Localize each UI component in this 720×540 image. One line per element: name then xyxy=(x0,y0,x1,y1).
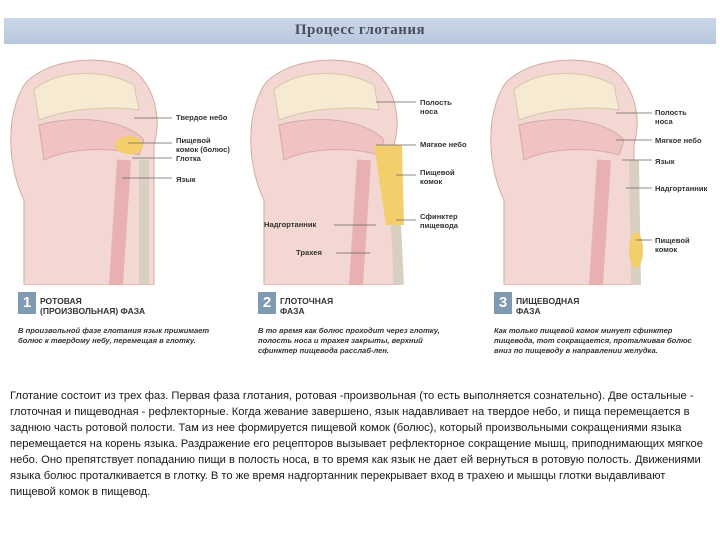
label-bolus: Пищевой комок xyxy=(655,236,690,254)
label-pharynx: Глотка xyxy=(176,154,201,163)
phase-1-number: 1 xyxy=(18,292,36,314)
phase-2-title: ГЛОТОЧНАЯ ФАЗА xyxy=(280,296,334,316)
label-bolus: Пищевой комок xyxy=(420,168,455,186)
phase-3-number: 3 xyxy=(494,292,512,314)
header-bar xyxy=(4,18,716,44)
label-trachea: Трахея xyxy=(296,248,322,257)
phase-2-number: 2 xyxy=(258,292,276,314)
label-hard-palate: Твердое небо xyxy=(176,113,228,122)
label-nasal-cavity: Полость носа xyxy=(420,98,452,116)
label-nasal-cavity: Полость носа xyxy=(655,108,687,126)
label-epiglottis: Надгортанник xyxy=(264,220,317,229)
panel-1-illustration xyxy=(11,60,157,285)
label-tongue: Язык xyxy=(655,157,675,166)
label-bolus: Пищевой комок (болюс) xyxy=(176,136,230,154)
swallowing-illustration xyxy=(4,50,716,285)
phase-1-title: РОТОВАЯ (ПРОИЗВОЛЬНАЯ) ФАЗА xyxy=(40,296,146,316)
label-soft-palate: Мягкое небо xyxy=(655,136,702,145)
panel-2-illustration xyxy=(251,60,404,285)
phase-2-description: В то время как болюс проходит через глотку, полость носа и трахея закрыты, верхний сфинктер пищевода расслаб-лен. xyxy=(258,326,440,355)
description-paragraph: Глотание состоит из трех фаз. Первая фаза глотания, ротовая -произвольная (то есть выполняется сознательно). Две остальные - глоточная и пищеводная - рефлекторные. Когда жевание завершено, язык надавливает на твердое небо, и пища перемещается в заднюю часть ротовой полости. Там из нее формируется пищевой комок (болюс), который произвольными сокращениями языка перемещается на корень языка. Раздражение его рецепторов вызывает рефлекторное сокращение мышц, приподнимающих мягкое небо. Оно препятствует попаданию пищи в полость носа, в то время как язык не дает ей вернуться в ротовую полость. Движениями языка болюс проталкивается в глотку. В то же время надгортанник перекрывает вход в трахею и мышцы глотки выдавливают пищевой комок в пищевод. xyxy=(10,390,703,498)
page-title: Процесс глотания xyxy=(294,22,426,38)
label-epiglottis: Надгортанник xyxy=(655,184,708,193)
phase-3-title: ПИЩЕВОДНАЯ ФАЗА xyxy=(516,296,580,316)
phase-3-description: Как только пищевой комок минует сфинктер пищевода, тот сокращается, проталкивая болюс вниз по пищеводу в направлении желудка. xyxy=(494,326,692,355)
label-soft-palate: Мягкое небо xyxy=(420,140,467,149)
label-tongue: Язык xyxy=(176,175,196,184)
phase-1-description: В произвольной фазе глотания язык прижимает болюс к твердому небу, перемещая в глотку. xyxy=(18,326,210,345)
panel-3-illustration xyxy=(491,60,643,285)
label-sphincter: Сфинктер пищевода xyxy=(420,212,459,230)
